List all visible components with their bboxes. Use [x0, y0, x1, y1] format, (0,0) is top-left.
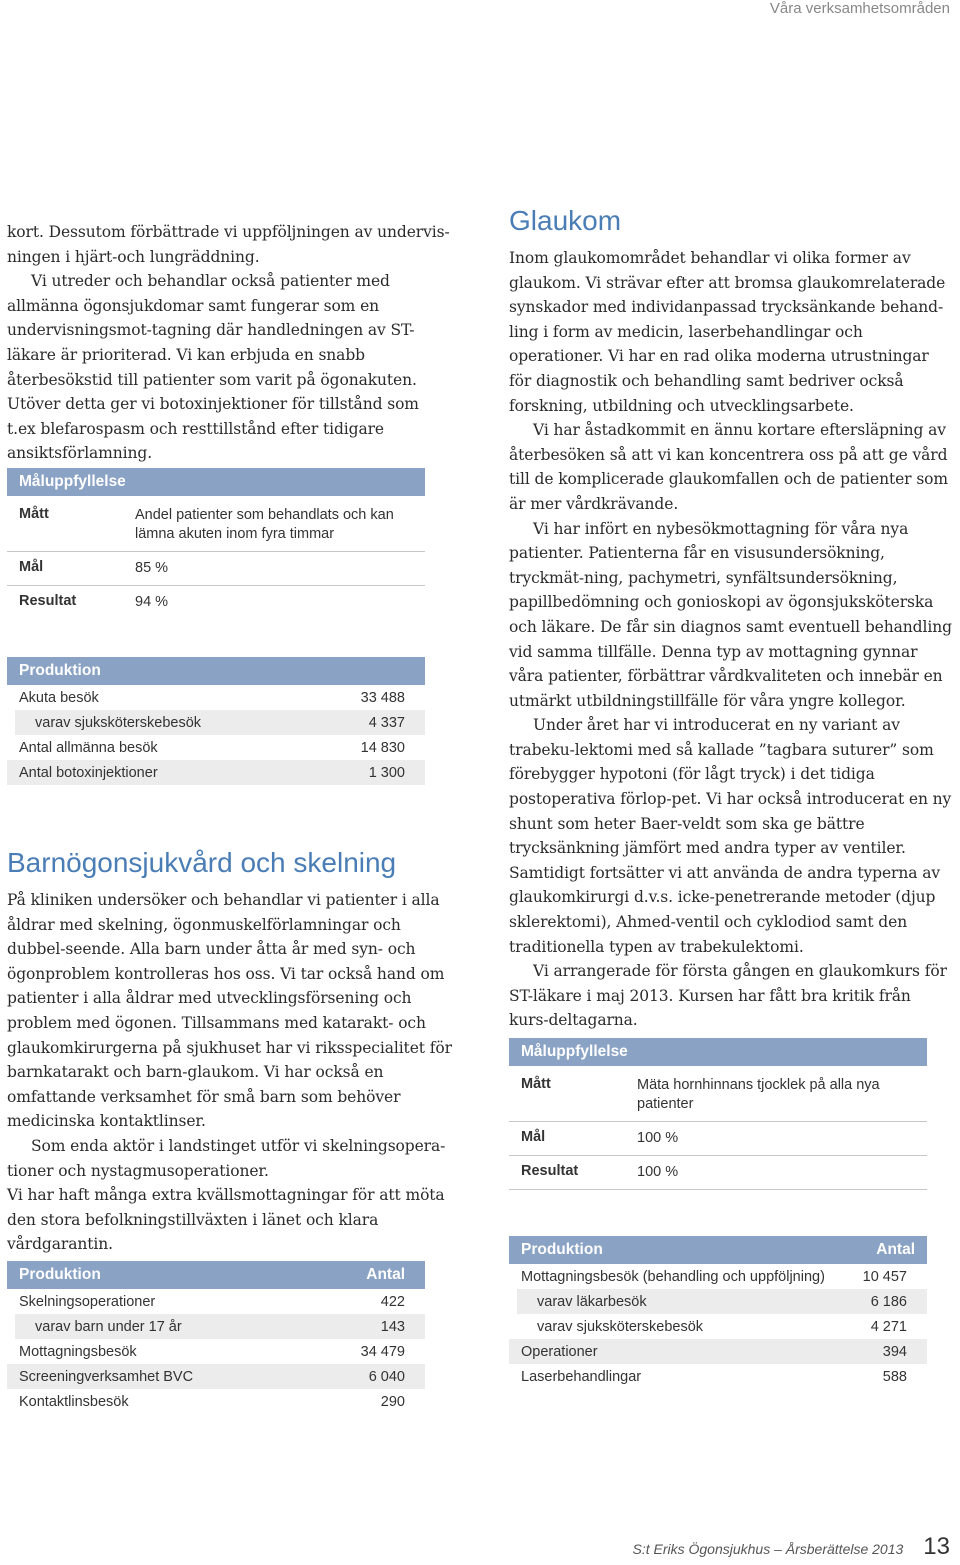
glaukom-paragraph-4: Under året har vi introducerat en ny variant av trabeku-lektomi med så kallade ”tagbara suturer” som förebygger hypotoni (för lågt tryck) i det tidiga postoperativa förlop-pet. Vi har också introducerat en ny shunt som heter Baer-veldt som ska ge bättre trycksänkning jämfört med andra typer av ventiler. Samtidigt fortsätter vi att använda de andra typerna av glaukomkirurgi d.v.s. icke-penetrerande metoder (djup sklerektomi), Ahmed-ventil och cyklodiod samt den traditionella typen av trabekulektomi. — [509, 716, 952, 956]
barn-paragraph-2: Som enda aktör i landstinget utför vi skelningsopera-tioner och nystagmusoperationer. — [7, 1136, 446, 1180]
mal-label: Mål — [521, 1129, 546, 1145]
row-value: 34 479 — [360, 1343, 405, 1360]
count-header: Antal — [366, 1266, 405, 1283]
row-value: 14 830 — [360, 739, 405, 756]
resultat-label: Resultat — [521, 1163, 579, 1179]
row-label: varav sjuksköterskebesök — [35, 714, 202, 731]
running-header: Våra verksamhetsområden — [769, 0, 950, 17]
section-heading-glaukom: Glaukom — [509, 205, 622, 236]
row-label: Antal botoxinjektioner — [19, 764, 158, 781]
row-value: 422 — [380, 1293, 405, 1310]
row-label: Screeningverksamhet BVC — [19, 1368, 194, 1385]
table-row — [7, 1339, 425, 1364]
row-value: 143 — [380, 1318, 405, 1335]
matt-label: Mått — [521, 1076, 551, 1092]
row-label: Operationer — [521, 1343, 598, 1360]
table-row — [15, 710, 425, 735]
row-value: 6 040 — [368, 1368, 405, 1385]
row-value: 588 — [882, 1368, 907, 1385]
table-row — [517, 1289, 927, 1314]
left-maluppfyllelse-table — [7, 468, 425, 619]
row-value: 290 — [380, 1393, 405, 1410]
table-title: Måluppfyllelse — [521, 1043, 628, 1060]
row-value: 4 271 — [870, 1318, 907, 1335]
row-label: Skelningsoperationer — [19, 1293, 156, 1310]
table-row — [7, 1289, 425, 1314]
table-header — [7, 657, 425, 685]
mal-value: 85 % — [135, 560, 169, 576]
barn-paragraph-3: Vi har haft många extra kvällsmottagningar för att möta den stora befolkningstillväxten i länet och klara vårdgarantin. — [7, 1186, 445, 1254]
row-value: 10 457 — [862, 1268, 907, 1285]
glaukom-paragraph-5: Vi arrangerade för första gången en glaukomkurs för ST-läkare i maj 2013. Kursen har fått bra kritik från kurs-deltagarna. — [509, 962, 947, 1030]
table-row — [509, 1264, 927, 1289]
barn-section — [7, 846, 452, 1257]
right-produktion-table — [509, 1236, 927, 1389]
row-label: Akuta besök — [19, 689, 99, 706]
table-row — [7, 685, 425, 710]
table-title: Produktion — [19, 662, 101, 679]
table-row — [7, 760, 425, 785]
row-label: varav läkarbesök — [537, 1293, 647, 1310]
barn-paragraph-1: På kliniken undersöker och behandlar vi patienter i alla åldrar med skelning, ögonmuskelförlamningar och dubbel-seende. Alla barn under åtta år med syn- och ögonproblem kontrolleras hos oss. Vi tar också hand om patienter i alla åldrar med utvecklingsförsening och problem med ögonen. Tillsammans med katarakt- och glaukomkirurgerna på sjukhuset har vi riksspecialitet för barnkatarakt och barn-glaukom. Vi har också en omfattande verksamhet för små barn som behöver medicinska kontaktlinser. — [7, 891, 452, 1131]
table-title: Produktion — [19, 1266, 101, 1283]
table-row — [7, 735, 425, 760]
row-value: 6 186 — [870, 1293, 907, 1310]
page-footer — [632, 1533, 950, 1560]
table-header — [7, 468, 425, 496]
row-label: varav barn under 17 år — [35, 1318, 182, 1335]
publication-title: S:t Eriks Ögonsjukhus – Årsberättelse 2013 — [632, 1541, 904, 1557]
matt-label: Mått — [19, 506, 49, 522]
row-label: Mottagningsbesök — [19, 1343, 137, 1360]
table-title: Måluppfyllelse — [19, 473, 126, 490]
mal-value: 100 % — [637, 1130, 679, 1146]
row-value: 33 488 — [360, 689, 405, 706]
left-column — [7, 220, 452, 466]
matt-value: Andel patienter som behandlats och kan lämna akuten inom fyra timmar — [135, 507, 394, 542]
intro-paragraph-1: kort. Dessutom förbättrade vi uppföljningen av undervis-ningen i hjärt-och lungräddning. — [7, 223, 450, 266]
table-title: Produktion — [521, 1241, 603, 1258]
mal-label: Mål — [19, 559, 44, 575]
table-header — [509, 1236, 927, 1264]
row-value: 4 337 — [368, 714, 405, 731]
mal-row — [509, 1122, 927, 1156]
count-header: Antal — [876, 1241, 915, 1258]
matt-value: Mäta hornhinnans tjocklek på alla nya patienter — [637, 1077, 880, 1112]
barn-text — [7, 888, 452, 1257]
left-produktion-table — [7, 657, 425, 785]
row-label: Laserbehandlingar — [521, 1368, 642, 1385]
glaukom-paragraph-1: Inom glaukomområdet behandlar vi olika former av glaukom. Vi strävar efter att bromsa glaukomrelaterade synskador med individanpassad trycksänkande behand-ling i form av medicin, laserbehandlingar och operationer. Vi har en rad olika moderna utrustningar för diagnostik och behandling samt bedriver också forskning, utbildning och utvecklingsarbete. — [509, 249, 946, 415]
resultat-value: 100 % — [637, 1164, 679, 1180]
intro-paragraph-2: Vi utreder och behandlar också patienter med allmänna ögonsjukdomar samt fungerar som en undervisningsmot-tagning där handledningen av ST-läkare är prioriterad. Vi kan erbjuda en snabb återbesökstid till patienter som varit på ögonakuten. Utöver detta ger vi botoxinjektioner för tillstånd som t.ex blefarospasm och resttillstånd efter tidigare ansiktsförlamning. — [7, 272, 419, 463]
resultat-label: Resultat — [19, 593, 77, 609]
glaukom-paragraph-3: Vi har infört en nybesökmottagning för våra nya patienter. Patienterna får en visusundersökning, tryckmät-ning, pachymetri, synfältsundersökning, papillbedömning och gonioskopi av ögonsjuksköterska och läkare. De får sin diagnos samt eventuell behandling vid samma tillfälle. Denna typ av mottagning gynnar våra patienter, förbättrar vårdkvaliteten och innebär en utmärkt utbildningstillfälle för våra yngre kollegor. — [509, 519, 952, 710]
page-number: 13 — [923, 1533, 950, 1560]
intro-text — [7, 220, 452, 466]
resultat-row — [7, 586, 425, 619]
table-row — [7, 1364, 425, 1389]
row-label: Kontaktlinsbesök — [19, 1393, 129, 1410]
table-header — [7, 1261, 425, 1289]
matt-row — [7, 496, 425, 552]
resultat-value: 94 % — [135, 594, 169, 610]
glaukom-text — [509, 246, 955, 1033]
table-row — [509, 1339, 927, 1364]
row-value: 1 300 — [368, 764, 405, 781]
barn-produktion-table — [7, 1261, 425, 1414]
table-row — [509, 1364, 927, 1389]
table-row — [7, 1389, 425, 1414]
row-value: 394 — [882, 1343, 907, 1360]
glaukom-section — [509, 204, 955, 1033]
glaukom-paragraph-2: Vi har åstadkommit en ännu kortare eftersläpning av återbesöken så att vi kan koncentrera oss på att ge vård till de komplicerade glaukomfallen och de patienter som är mer vårdkrävande. — [509, 421, 949, 513]
right-maluppfyllelse-table — [509, 1038, 927, 1190]
row-label: Antal allmänna besök — [19, 739, 158, 756]
table-header — [509, 1038, 927, 1066]
section-heading-barn: Barnögonsjukvård och skelning — [7, 847, 397, 878]
mal-row — [7, 552, 425, 586]
table-row — [509, 1314, 927, 1339]
table-row — [15, 1314, 425, 1339]
matt-row — [509, 1066, 927, 1122]
row-label: Mottagningsbesök (behandling och uppföljning) — [521, 1268, 825, 1285]
resultat-row — [509, 1156, 927, 1190]
row-label: varav sjuksköterskebesök — [537, 1318, 704, 1335]
